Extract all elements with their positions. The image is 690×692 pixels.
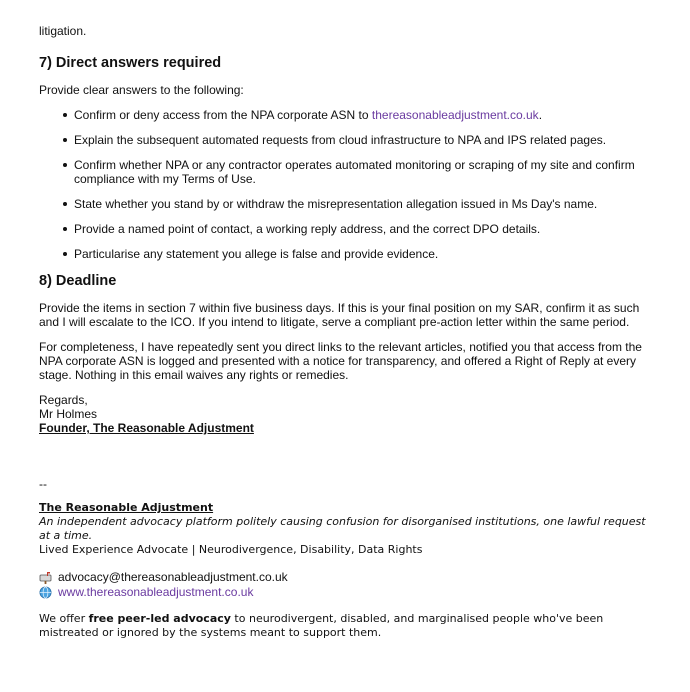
- signature: [39, 393, 651, 435]
- mailbox-icon: [39, 571, 52, 584]
- globe-icon: [39, 586, 52, 599]
- contact-email-row: [39, 570, 651, 585]
- site-link[interactable]: thereasonableadjustment.co.uk: [371, 108, 539, 122]
- offer-prefix: We offer: [39, 612, 89, 625]
- contact-email: advocacy@thereasonableadjustment.co.uk: [58, 570, 288, 584]
- list-item: State whether you stand by or withdraw the misrepresentation allegation issued in Ms Day's name.: [74, 197, 651, 211]
- list-item: [74, 108, 651, 122]
- contact-web-row: [39, 585, 651, 600]
- list-item: Explain the subsequent automated requests from cloud infrastructure to NPA and IPS related pages.: [74, 133, 651, 147]
- footer-roles: Lived Experience Advocate | Neurodivergence, Disability, Data Rights: [39, 543, 423, 556]
- list-item-suffix: .: [538, 108, 543, 122]
- section-7-heading: 7) Direct answers required: [39, 55, 222, 71]
- email-body: [39, 24, 651, 640]
- list-item: Confirm whether NPA or any contractor operates automated monitoring or scraping of my site and confirm compliance with my Terms of Use.: [74, 158, 651, 186]
- signature-closing: Regards,: [39, 393, 88, 407]
- footer: [39, 501, 651, 557]
- section-8-paragraph-2: For completeness, I have repeatedly sent you direct links to the relevant articles, notified you that access from the NPA corporate ASN is logged and presented with a notice for transparency, and offered a Right of Reply at every stage. Nothing in this email waives any rights or remedies.: [39, 340, 642, 382]
- offer-suffix: to neurodivergent, disabled, and marginalised people who've been mistreated or ignored by the systems meant to support them.: [39, 612, 604, 639]
- footer-offer: [39, 612, 651, 640]
- section-8-paragraph-1: Provide the items in section 7 within five business days. If this is your final position on my SAR, confirm it as such and I will escalate to the ICO. If you intend to litigate, serve a compliant pre-action letter within the same period.: [39, 301, 640, 329]
- list-item: Provide a named point of contact, a working reply address, and the correct DPO details.: [74, 222, 651, 236]
- signature-name: Mr Holmes: [39, 407, 98, 421]
- section-7-intro: Provide clear answers to the following:: [39, 83, 244, 97]
- footer-tagline: An independent advocacy platform politely causing confusion for disorganised institutions, one lawful request at a time.: [39, 515, 646, 542]
- lead-fragment: litigation.: [39, 24, 87, 38]
- contact-block: [39, 570, 651, 600]
- signature-separator: --: [39, 477, 47, 491]
- offer-bold: free peer-led advocacy: [88, 612, 231, 625]
- contact-website-link[interactable]: www.thereasonableadjustment.co.uk: [58, 585, 254, 599]
- footer-org-name: The Reasonable Adjustment: [39, 501, 214, 514]
- signature-title: Founder, The Reasonable Adjustment: [39, 421, 254, 435]
- section-7-list: [39, 108, 651, 261]
- list-item: Particularise any statement you allege is false and provide evidence.: [74, 247, 651, 261]
- list-item-text: Confirm or deny access from the NPA corporate ASN to: [74, 108, 372, 122]
- section-8-heading: 8) Deadline: [39, 273, 117, 289]
